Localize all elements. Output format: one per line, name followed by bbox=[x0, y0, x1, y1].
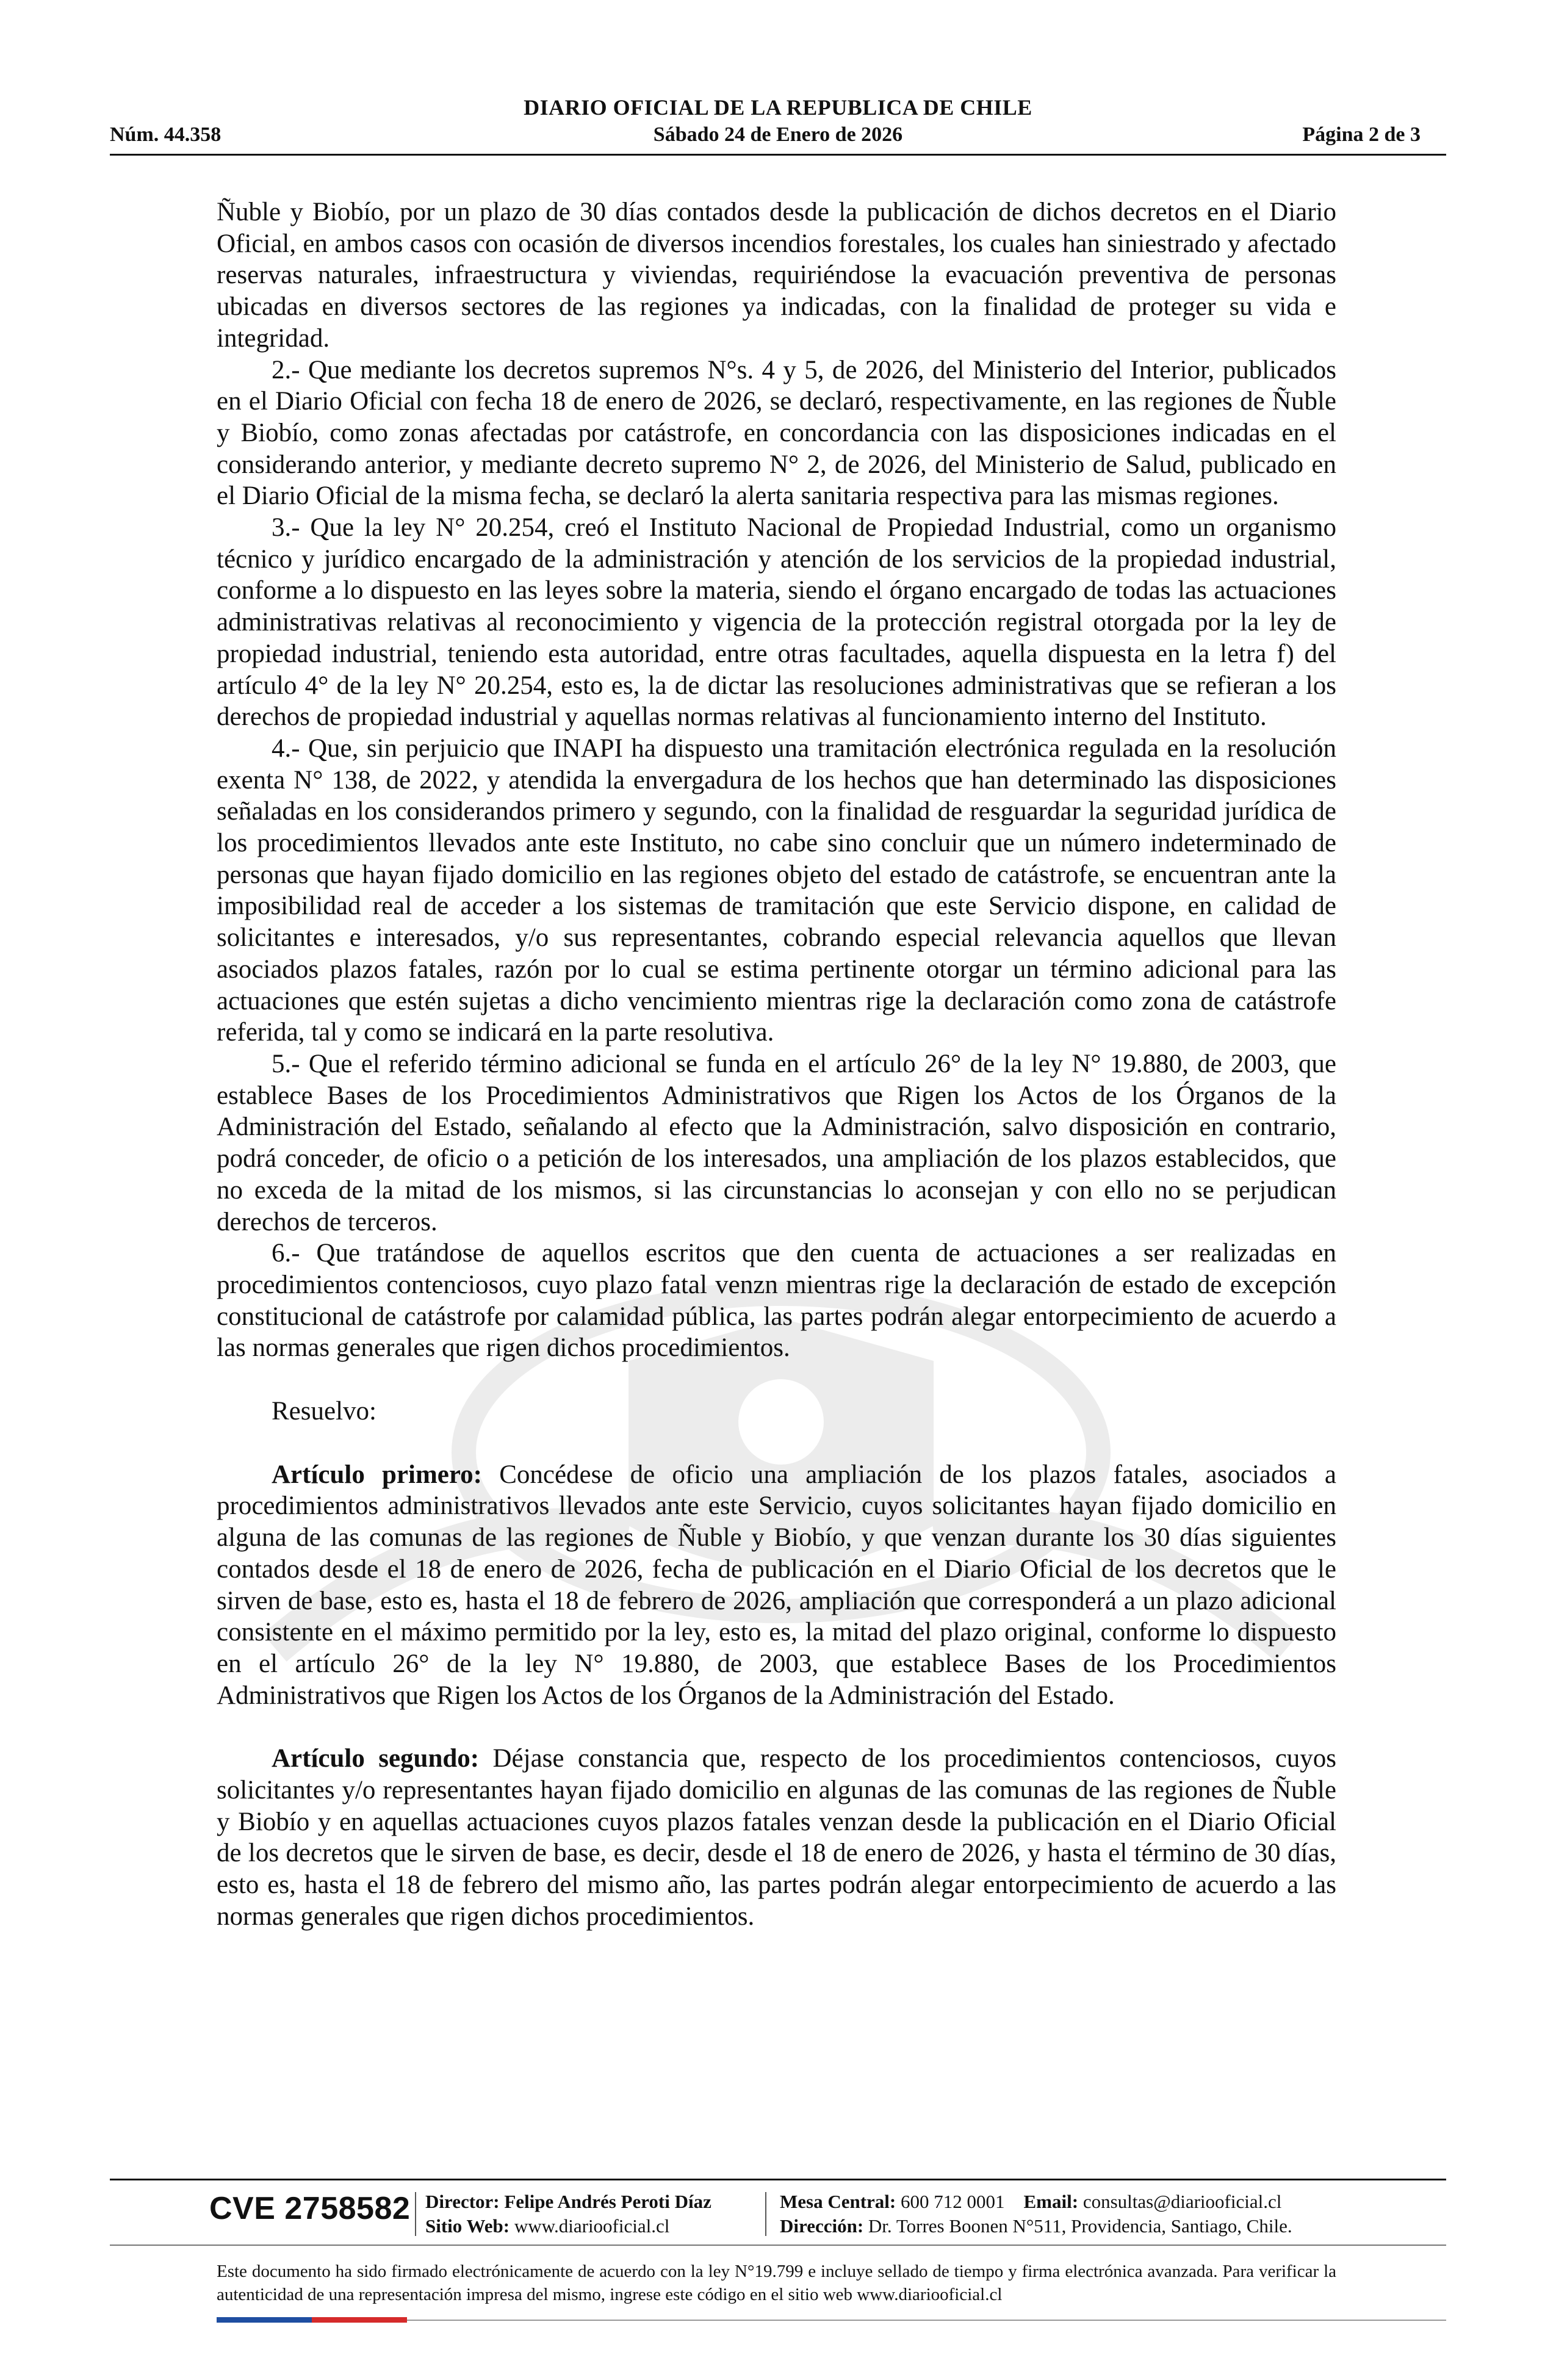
website-label: Sitio Web: bbox=[425, 2215, 510, 2237]
footer-contact-block bbox=[780, 2190, 1292, 2238]
footer-divider-bottom bbox=[407, 2320, 1446, 2321]
issue-number: Núm. 44.358 bbox=[110, 123, 222, 146]
email-link[interactable]: consultas@diariooficial.cl bbox=[1082, 2191, 1282, 2212]
phone-label: Mesa Central: bbox=[780, 2191, 896, 2212]
paragraph-considerando-4: 4.- Que, sin perjuicio que INAPI ha dispuesto una tramitación electrónica regulada en la resolución exenta N° 138, de 2022, y atendida la envergadura de los hechos que han determinado las disposiciones señaladas en los considerandos primero y segundo, con la finalidad de resguardar la seguridad jurídica de los procedimientos llevados ante este Instituto, no cabe sino concluir que un número indeterminado de personas que hayan fijado domicilio en las regiones objeto del estado de catástrofe, se encuentran ante la imposibilidad real de acceder a los sistemas de tramitación que este Servicio dispone, en calidad de solicitantes e interesados, y/o sus representantes, cobrando especial relevancia aquellos que llevan asociados plazos fatales, razón por lo cual se estima pertinente otorgar un término adicional para las actuaciones que estén sujetas a dicho vencimiento mientras rige la declaración como zona de catástrofe referida, tal y como se indicará en la parte resolutiva. bbox=[217, 734, 1336, 1047]
flag-blue-segment bbox=[217, 2317, 312, 2323]
resuelvo-heading: Resuelvo: bbox=[272, 1397, 376, 1426]
legal-notice: Este documento ha sido firmado electrónicamente de acuerdo con la ley N°19.799 e incluye sellado de tiempo y firma electrónica avanzada. Para verificar la autenticidad de una representación impresa del mismo, ingrese este código en el sitio web www.diariooficial.cl bbox=[217, 2262, 1336, 2304]
paragraph-intro-continuation: Ñuble y Biobío, por un plazo de 30 días contados desde la publicación de dichos decretos en el Diario Oficial, en ambos casos con ocasión de diversos incendios forestales, los cuales han siniestrado y afectado reservas naturales, infraestructura y viviendas, requiriéndose la evacuación preventiva de personas ubicadas en diversos sectores de las regiones ya indicadas, con la finalidad de proteger su vida e integridad. bbox=[217, 198, 1336, 353]
article-second-text: Déjase constancia que, respecto de los procedimientos contenciosos, cuyos solicitantes y/o representantes hayan fijado domicilio en algunas de las comunas de las regiones de Ñuble y Biobío y en aquellas actuaciones cuyos plazos fatales venzan desde la publicación en el Diario Oficial de los decretos que le sirven de base, es decir, desde el 18 de enero de 2026, y hasta el término de 30 días, esto es, hasta el 18 de febrero del mismo año, las partes podrán alegar entorpecimiento de acuerdo a las normas generales que rigen dichos procedimientos. bbox=[217, 1744, 1337, 1931]
publication-title: DIARIO OFICIAL DE LA REPUBLICA DE CHILE bbox=[524, 95, 1032, 120]
flag-red-segment bbox=[312, 2317, 407, 2323]
page-indicator: Página 2 de 3 bbox=[1302, 123, 1421, 146]
article-second bbox=[217, 1743, 1336, 1932]
footer-director-block bbox=[425, 2190, 711, 2238]
website-link[interactable]: www.diariooficial.cl bbox=[514, 2215, 670, 2237]
article-first-text: Concédese de oficio una ampliación de los plazos fatales, asociados a procedimientos administrativos llevados ante este Servicio, cuyos solicitantes hayan fijado domicilio en alguna de las comunas de las regiones de Ñuble y Biobío, y que venzan durante los 30 días siguientes contados desde el 18 de enero de 2026, fecha de publicación en el Diario Oficial de los decretos que le sirven de base, esto es, hasta el 18 de febrero de 2026, ampliación que corresponderá a un plazo adicional consistente en el máximo permitido por la ley, esto es, la mitad del plazo original, conforme lo dispuesto en el artículo 26° de la ley N° 19.880, de 2003, que establece Bases de los Procedimientos Administrativos que Rigen los Actos de los Órganos de la Administración del Estado. bbox=[217, 1460, 1336, 1710]
paragraph-considerando-6: 6.- Que tratándose de aquellos escritos que den cuenta de actuaciones a ser realizadas en procedimientos contenciosos, cuyo plazo fatal venzn mientras rige la declaración de estado de excepción constitucional de catástrofe por calamidad pública, las partes podrán alegar entorpecimiento de acuerdo a las normas generales que rigen dichos procedimientos. bbox=[217, 1239, 1336, 1363]
flag-stripe bbox=[217, 2317, 407, 2323]
footer-divider-top bbox=[110, 2179, 1446, 2180]
footer-separator bbox=[765, 2192, 766, 2236]
paragraph-considerando-2: 2.- Que mediante los decretos supremos N°s. 4 y 5, de 2026, del Ministerio del Interior, publicados en el Diario Oficial con fecha 18 de enero de 2026, se declaró, respectivamente, en las regiones de Ñuble y Biobío, como zonas afectadas por catástrofe, en concordancia con las disposiciones indicadas en el considerando anterior, y mediante decreto supremo N° 2, de 2026, del Ministerio de Salud, publicado en el Diario Oficial de la misma fecha, se declaró la alerta sanitaria respectiva para las mismas regiones. bbox=[217, 355, 1336, 511]
paragraph-considerando-5: 5.- Que el referido término adicional se funda en el artículo 26° de la ley N° 19.880, de 2003, que establece Bases de los Procedimientos Administrativos que Rigen los Actos de los Órganos de la Administración del Estado, señalando al efecto que la Administración, salvo disposición en contrario, podrá conceder, de oficio o a petición de los interesados, una ampliación de los plazos establecidos, que no exceda de la mitad de los mismos, si las circunstancias lo aconsejan y con ello no se perjudican derechos de terceros. bbox=[217, 1049, 1336, 1236]
article-second-heading: Artículo segundo: bbox=[272, 1744, 480, 1773]
document-body bbox=[217, 197, 1336, 1933]
email-label: Email: bbox=[1023, 2191, 1079, 2212]
issue-date: Sábado 24 de Enero de 2026 bbox=[653, 123, 903, 146]
phone-value: 600 712 0001 bbox=[901, 2191, 1005, 2212]
footer-divider-middle bbox=[110, 2245, 1446, 2246]
director-name: Felipe Andrés Peroti Díaz bbox=[504, 2191, 711, 2212]
address-label: Dirección: bbox=[780, 2215, 864, 2237]
paragraph-considerando-3: 3.- Que la ley N° 20.254, creó el Instituto Nacional de Propiedad Industrial, como un organismo técnico y jurídico encargado de la administración y atención de los servicios de la propiedad industrial, conforme a lo dispuesto en las leyes sobre la materia, siendo el órgano encargado de todas las actuaciones administrativas relativas al reconocimiento y vigencia de la protección registral otorgada por la ley de propiedad industrial, teniendo esta autoridad, entre otras facultades, aquella dispuesta en la letra f) del artículo 4° de la ley N° 20.254, esto es, la de dictar las resoluciones administrativas que se refieran a los derechos de propiedad industrial y aquellas normas relativas al funcionamiento interno del Instituto. bbox=[217, 513, 1336, 732]
director-label: Director: bbox=[425, 2191, 500, 2212]
cve-code: CVE 2758582 bbox=[209, 2191, 411, 2226]
article-first-heading: Artículo primero: bbox=[272, 1460, 483, 1489]
header-divider bbox=[110, 154, 1446, 156]
address-value: Dr. Torres Boonen N°511, Providencia, Santiago, Chile. bbox=[868, 2215, 1292, 2237]
footer-separator bbox=[415, 2192, 416, 2236]
article-first bbox=[217, 1459, 1336, 1712]
